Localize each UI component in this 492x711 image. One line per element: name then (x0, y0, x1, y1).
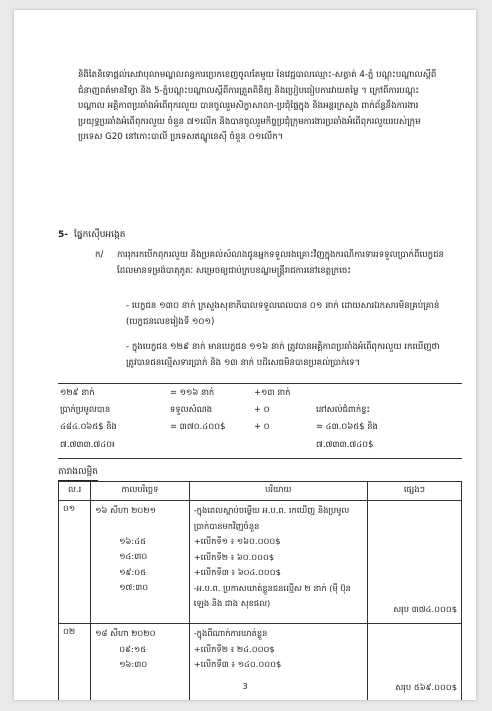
page-number: 3 (242, 682, 248, 691)
row-time: ០៩:១៥ (119, 643, 146, 654)
calculation-block (58, 383, 462, 459)
row-date: ១៦ សីហា ២០២១ (95, 505, 156, 515)
row-desc-line: ឡេង និង ជាង សុខផល) (193, 598, 271, 608)
calc-cell: ៧.៧៣៣.៧៤០$ (316, 439, 374, 449)
row-note: សរុប ៥៦៩.០០០$ (367, 624, 461, 701)
column-header: ល.រ (59, 482, 91, 501)
row-desc-line: ប្រាក់បានមកវិញចំនួន (193, 520, 260, 531)
column-header: ផ្សេងៗ (367, 482, 461, 501)
section-title: ផ្នែកស៊ើបអង្កេត (74, 230, 126, 240)
row-desc-line: -អ.ប.ព. ប្រកាសឃាត់ខ្លួនជនល្មើស ២ នាក់ (ម៉ី ប៊ុន (193, 582, 351, 593)
calc-cell: នៅសល់ជំពាក់ខ្វះ (316, 404, 371, 414)
point-ka-label: ក/ (95, 250, 104, 260)
intro-paragraph: និងិតៃនិទោផ្តល់សេវាបុលាមណ្ឌលពន្ធការប្រេកខេញចូលតែមួយ នៃវេជ្ជបាលឈ្មោះ-សត្វាត់ 4-ភ្នំ បណ្តុះបណ្តាលស្តីពីជំនាញពត៌មានវិទ្យា និង 5-ភ្នំបណ្តុះបណ្តាលស្តីពីការត្រួតពិនិត្យ និងប្រៀបធៀបការវាយតម្លៃ ។ ក្រៅពីការបណ្តុះបណ្តាល អគ្គិភាពប្រឆាំងអំពើពុករលួយ បានចូលរួមសិក្ខាសាលា-ប្រជុំផ្ទៃក្នុង និងអន្តរក្រសួង ពាក់ព័ន្ធនឹងការងារប្រយុទ្ធប្រឆាំងអំពើពុករលួយ ចំនួន ៧១លើក និងបានចូលរួមកិច្ចប្រជុំក្រុមការងារប្រឆាំងអំពើពុករលួយរបស់ក្រុមប្រទេស G20 នៅកោះបាលី ប្រទេសឥណ្ឌូនេស៊ី ចំនួន ០១លើក។ (78, 70, 437, 142)
calc-cell: ១២៩ នាក់ (60, 387, 95, 397)
column-header: កាលបរិច្ឆេទ (91, 482, 189, 501)
point-ka-text: ការរុករកបើកពុករលួយ និងប្រគល់សំណងជូនអ្នកទទួលរងគ្រោះវិញក្នុងករណីការទាររទទួលប្រាក់ពីបេក្ខជនដែលមានទម្រង់បាតុភូតៈ សម្រេចឲ្យជាប់ក្របខណ្ឌមន្ត្រីរាជការនៅខេត្តក្រចេះ (117, 250, 445, 276)
row-desc-line: +លើកទី២ ៖ ៦០.០០០$ (193, 551, 275, 562)
details-table (58, 481, 462, 700)
row-desc-line: +លើកទី១ ៖ ១៦០.០០០$ (193, 536, 281, 546)
row-desc-line: -ក្នុងពេលស្តាប់ចម្លើយ អ.ប.ព. រកឃើញ និងប្រមូល (193, 505, 350, 515)
document-page (14, 10, 476, 700)
row-date: ១៨ សីហា ២០២០ (95, 628, 156, 638)
row-description (189, 501, 367, 624)
calc-cell: +១៣ នាក់ (254, 387, 291, 397)
bullet-1: - បេក្ខជន ១៣០ នាក់ ក្រសួងសុខាភិបាលទទួលពេលបាន ០១ នាក់ ដោយសារឯកសារមិនគ្រប់គ្រាន់ (បេក្ខជនលេខរៀងទី ១០១) (126, 301, 440, 327)
row-time: ១៤:៣០ (119, 551, 148, 561)
table-caption: តារាងលម្អិត (58, 466, 98, 481)
row-desc-line: +លើកទី៣ ៖ ១៤០.០០០$ (193, 659, 282, 669)
calc-cell: = ៤៣.០៦៥$ និង (316, 421, 378, 431)
section-number: 5- (58, 230, 68, 240)
row-number: ០២ (59, 624, 91, 701)
column-header: បរិយាយ (189, 482, 367, 501)
row-note: សរុប ៣៧៤.០០០$ (367, 501, 461, 624)
row-time: ១៦:៤៥ (119, 535, 146, 546)
table-header-row (59, 482, 462, 501)
point-ka (95, 248, 447, 279)
row-date-times (91, 501, 189, 624)
row-time: ១៦:៣០ (119, 659, 148, 669)
calc-cell: ប្រាក់ប្រមូលបាន (60, 404, 111, 414)
section-heading (58, 229, 125, 242)
calc-cell: ៧.៧៣៣.៧៤០៛ (60, 439, 115, 449)
row-desc-line: -ក្នុងពីណាក់ការឃាត់ខ្លួន (193, 628, 268, 638)
row-time: ១៩:០៥ (119, 566, 146, 577)
calc-cell: = ១១៦ នាក់ (170, 387, 215, 397)
row-desc-line: +លើកទី៣ ៖ ៦០៤.០០០$ (193, 567, 281, 577)
table-row (59, 501, 462, 624)
calc-cell: + ០ (254, 421, 270, 431)
row-time: ១៧:៣០ (119, 582, 149, 592)
calc-cell: ៤៨៤.០៦៥$ និង (60, 421, 117, 431)
row-desc-line: +លើកទី២ ៖ ២៤.០០០$ (193, 643, 275, 654)
calc-cell: + ០ (254, 404, 270, 414)
calc-cell: = ៣៧០.៤០០$ (170, 421, 226, 431)
bullet-2: - ក្នុងបេក្ខជន ១២៩ នាក់ មានបេក្ខជន ១១៦ នាក់ ត្រូវបានអគ្គិភាពប្រឆាំងអំពើពុករលួយ រកឃើញថា ត្រូវបានជនល្មើសទារប្រាក់ និង ១៣ នាក់ បដិសេធមិនបានប្រគល់ប្រាក់ទេ។ (126, 342, 440, 368)
row-number: ០១ (59, 501, 91, 624)
calc-cell: ទទួលសំណង (170, 404, 213, 414)
